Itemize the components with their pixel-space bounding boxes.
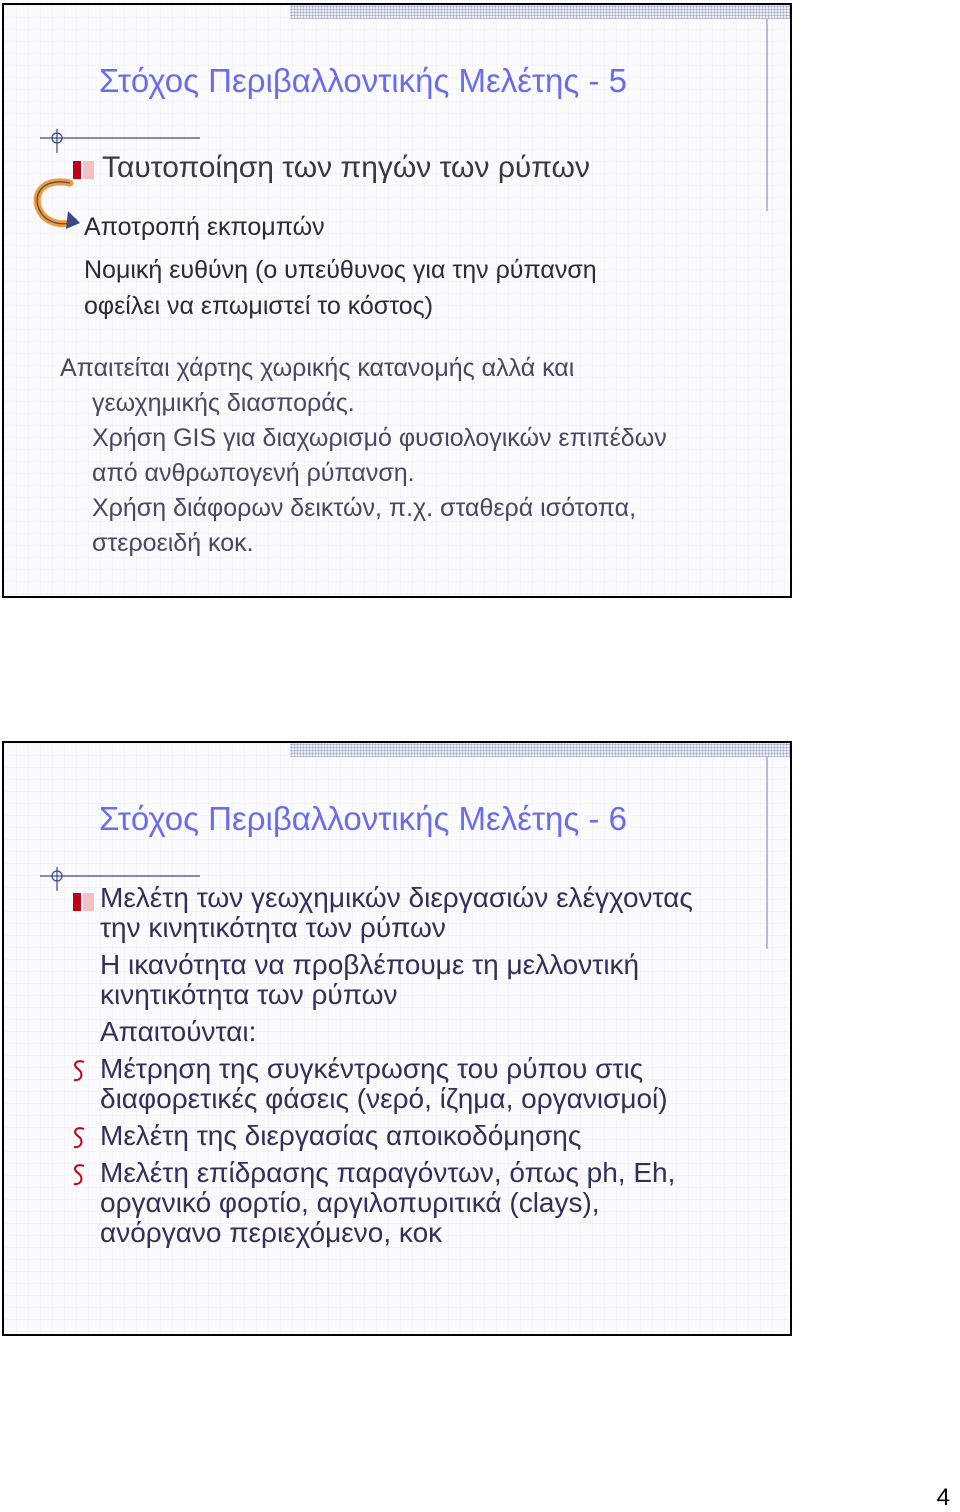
- body-line: Μελέτη της διεργασίας αποικοδόμησης: [100, 1120, 582, 1151]
- body-line: διαφορετικές φάσεις (νερό, ίζημα, οργανισμοί): [100, 1083, 668, 1114]
- body-line: ανόργανο περιεχόμενο, κοκ: [100, 1217, 443, 1248]
- page-number: 4: [936, 1484, 950, 1511]
- sub-item: Αποτροπή εκπομπών: [84, 213, 325, 241]
- paragraph-line: από ανθρωπογενή ρύπανση.: [92, 459, 415, 487]
- dotted-band: [290, 5, 790, 19]
- body-line: την κινητικότητα των ρύπων: [100, 912, 446, 943]
- dotted-band: [290, 743, 790, 757]
- body-line: Μελέτη των γεωχημικών διεργασιών ελέγχοντας: [100, 882, 693, 913]
- sub-item: Νομική ευθύνη (ο υπεύθυνος για την ρύπανση: [84, 256, 597, 284]
- sub-item: οφείλει να επωμιστεί το κόστος): [84, 292, 434, 320]
- paragraph-line: Χρήση διάφορων δεικτών, π.χ. σταθερά ισότοπα,: [92, 494, 637, 522]
- swirl-arrow-icon: [30, 175, 82, 237]
- paragraph-line: Απαιτείται χάρτης χωρικής κατανομής αλλά και: [60, 354, 575, 382]
- vertical-rule: [766, 19, 768, 211]
- red-square-bullet-icon: [73, 893, 94, 911]
- slide-6: [2, 741, 792, 1336]
- bullet-heading: Ταυτοποίηση των πηγών των ρύπων: [102, 151, 590, 184]
- body-line: Μέτρηση της συγκέντρωσης του ρύπου στις: [100, 1053, 644, 1084]
- script-s-bullet-icon: [72, 1059, 86, 1083]
- slide-5: [2, 3, 792, 598]
- script-s-bullet-icon: [72, 1126, 86, 1150]
- paragraph-line: γεωχημικής διασποράς.: [92, 389, 355, 417]
- body-line: οργανικό φορτίο, αργιλοπυριτικά (clays),: [100, 1187, 600, 1218]
- paragraph-line: στεροειδή κοκ.: [92, 529, 254, 557]
- slide-title: Στόχος Περιβαλλοντικής Μελέτης - 6: [99, 800, 627, 837]
- vertical-rule: [766, 757, 768, 949]
- body-line: Απαιτούνται:: [100, 1016, 257, 1047]
- body-line: κινητικότητα των ρύπων: [100, 979, 398, 1010]
- script-s-bullet-icon: [72, 1163, 86, 1187]
- body-line: Μελέτη επίδρασης παραγόντων, όπως ph, Eh,: [100, 1157, 676, 1188]
- body-line: Η ικανότητα να προβλέπουμε τη μελλοντική: [100, 949, 640, 980]
- slide-title: Στόχος Περιβαλλοντικής Μελέτης - 5: [99, 62, 627, 99]
- paragraph-line: Χρήση GIS για διαχωρισμό φυσιολογικών επιπέδων: [92, 424, 667, 452]
